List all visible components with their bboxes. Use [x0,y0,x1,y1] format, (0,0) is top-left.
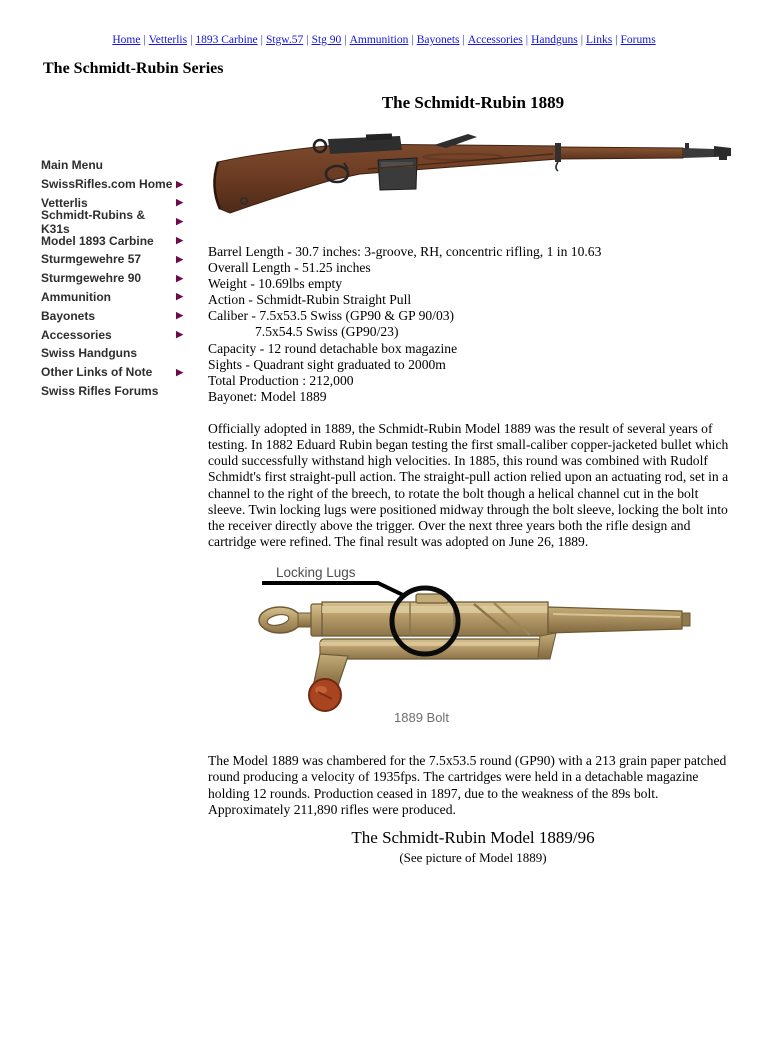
sidebar-item-label: Swiss Rifles Forums [41,383,159,398]
rifle-photo [208,133,732,217]
sidebar-item-schmidt-rubins[interactable] [41,207,183,236]
sidebar-item-label: SwissRifles.com Home [41,177,173,192]
spec-line: 7.5x54.5 Swiss (GP90/23) [255,324,399,340]
nav-link-ammunition[interactable]: Ammunition [349,34,409,46]
sidebar-item-label: Accessories [41,327,112,342]
main-content [208,88,738,866]
production-paragraph: The Model 1889 was chambered for the 7.5x53.5 round (GP90) with a 213 grain paper patched round producing a velocity of 1935fps. The cartridges were held in a detachable magazine holding 12 rounds. Production ceased in 1897, due to the weakness of the 89s bolt. Approximately 211,890 rifles were produced. [208,753,727,817]
sidebar-item-sturmgewehre-90[interactable] [41,269,183,288]
nav-link-forums[interactable]: Forums [620,34,656,46]
sidebar-item-other-links[interactable] [41,363,183,382]
nav-separator: | [580,34,584,46]
nav-separator: | [615,34,618,46]
arrow-right-icon: ▶ [176,310,183,321]
nav-separator: | [411,34,414,46]
nav-link-stg90[interactable]: Stg 90 [311,34,342,46]
arrow-right-icon: ▶ [176,253,183,264]
nav-link-bayonets[interactable]: Bayonets [416,34,460,46]
spec-line: Total Production : 212,000 [208,372,354,388]
nav-separator: | [525,34,529,46]
sidebar-item-label: Vetterlis [41,195,88,210]
sidebar-item-bayonets[interactable] [41,306,183,325]
history-paragraph: Officially adopted in 1889, the Schmidt-Rubin Model 1889 was the result of several years of testing. In 1882 Eduard Rubin began testing the first small-caliber copper-jacketed bullet which could successfully withstand high velocities. In 1885, this round was combined with Rudolf Schmidt's first straight-pull action. The straight-pull action relied upon an actuating rod, set in a channel to the right of the breech, to rotate the bolt though a helical channel cut in the bolt sleeve. Twin locking lugs were positioned midway through the bolt sleeve, locking the bolt into the receiver directly above the trigger. Over the next three years both the rifle design and cartridge were refined. The final result was adopted on June 26, 1889. [208,420,729,550]
sidebar-item-accessories[interactable] [41,325,183,344]
sidebar-item-label: Bayonets [41,308,96,323]
bolt-caption: 1889 Bolt [394,710,449,726]
nav-link-links[interactable]: Links [586,34,613,46]
spec-line: Weight - 10.69lbs empty [208,276,343,292]
arrow-right-icon: ▶ [176,216,183,227]
sidebar-item-swiss-handguns[interactable] [41,344,183,363]
arrow-right-icon: ▶ [176,235,183,246]
arrow-right-icon: ▶ [176,197,183,208]
sidebar-item-label: Model 1893 Carbine [41,233,154,248]
annotation-pointer-line [262,583,405,596]
arrow-right-icon: ▶ [176,178,183,189]
sidebar-item-label: Ammunition [41,289,111,304]
bolt-front-rod [548,607,682,633]
spec-line: Bayonet: Model 1889 [208,388,327,404]
nav-link-home[interactable]: Home [112,34,141,46]
sidebar [0,88,208,866]
spec-line: Sights - Quadrant sight graduated to 2000m [208,356,446,372]
sidebar-item-sturmgewehre-57[interactable] [41,250,183,269]
sidebar-item-label: Sturmgewehre 90 [41,271,142,286]
nav-link-stgw57[interactable]: Stgw.57 [265,34,304,46]
rifle-muzzle [683,148,714,158]
nav-link-1893-carbine[interactable]: 1893 Carbine [195,34,258,46]
nav-separator: | [190,34,193,46]
sidebar-title-label: Main Menu [41,158,103,173]
sidebar-item-label: Swiss Handguns [41,346,138,361]
section-title: The Schmidt-Rubin 1889 [381,93,565,112]
nav-link-handguns[interactable]: Handguns [531,34,578,46]
page-title: The Schmidt-Rubin Series [43,60,224,77]
spec-line: Capacity - 12 round detachable box magazine [208,340,458,356]
next-section-subcaption: (See picture of Model 1889) [399,849,547,865]
page [0,34,768,866]
sidebar-title [41,156,183,175]
spec-line: Barrel Length - 30.7 inches: 3-groove, RH, concentric rifling, 1 in 10.63 [208,244,602,259]
nav-link-accessories[interactable]: Accessories [467,34,523,46]
nav-separator: | [143,34,146,46]
arrow-right-icon: ▶ [176,272,183,283]
bolt-photo [258,562,692,732]
next-section-title: The Schmidt-Rubin Model 1889/96 [351,827,595,847]
annotation-label: Locking Lugs [276,565,356,581]
spec-line: Overall Length - 51.25 inches [208,260,371,276]
nav-separator: | [306,34,309,46]
nav-separator: | [260,34,263,46]
spec-line: Caliber - 7.5x53.5 Swiss (GP90 & GP 90/03) [208,308,455,324]
arrow-right-icon: ▶ [176,329,183,340]
arrow-right-icon: ▶ [176,366,183,377]
arrow-right-icon: ▶ [176,291,183,302]
sidebar-item-swiss-rifles-forums[interactable] [41,382,183,401]
sidebar-item-swissrifles-home[interactable] [41,175,183,194]
nav-separator: | [462,34,465,46]
spec-line: Action - Schmidt-Rubin Straight Pull [208,292,412,308]
top-nav [0,34,768,46]
nav-link-vetterlis[interactable]: Vetterlis [148,34,188,46]
sidebar-item-label: Schmidt-Rubins & K31s [41,207,145,236]
sidebar-item-label: Other Links of Note [41,365,153,380]
specs-block [208,244,738,405]
sidebar-item-ammunition[interactable] [41,288,183,307]
sidebar-item-label: Sturmgewehre 57 [41,252,142,267]
nav-separator: | [344,34,347,46]
rifle-forearm [558,147,683,159]
